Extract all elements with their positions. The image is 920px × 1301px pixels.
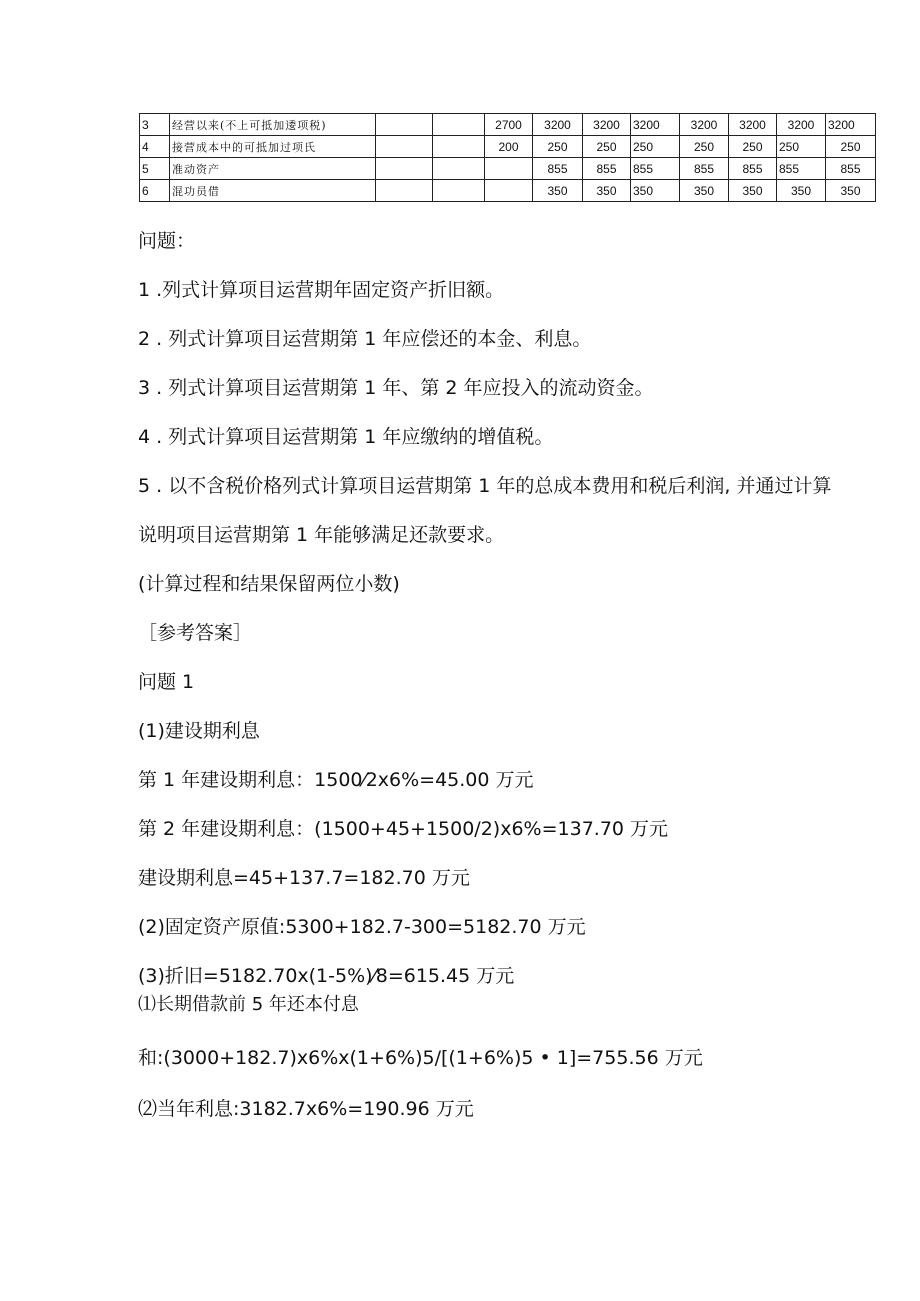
questions-heading: 问题： — [138, 230, 196, 252]
problem-1-heading: 问题 1 — [138, 671, 195, 693]
loan-repayment-line-1: ⑴长期借款前 5 年还本付息 — [138, 994, 359, 1015]
row-name: 接营成本中的可抵加过项氏 — [170, 136, 376, 158]
table-cell: 250 — [533, 136, 583, 158]
depreciation: (3)折旧=5182.70x(1-5%)⁄8=615.45 万元 — [138, 965, 515, 987]
table-cell — [433, 136, 485, 158]
row-name: 准动资产 — [170, 158, 376, 180]
table-cell: 3200 — [729, 114, 777, 136]
row-number: 3 — [140, 114, 170, 136]
question-1: 1 .列式计算项目运营期年固定资产折旧额。 — [138, 279, 505, 301]
table-cell: 3200 — [583, 114, 631, 136]
table-cell — [376, 158, 433, 180]
cash-flow-table — [139, 113, 876, 202]
table-cell: 350 — [583, 180, 631, 202]
year-2-interest: 第 2 年建设期利息：(1500+45+1500/2)x6%=137.70 万元 — [138, 818, 669, 840]
table-row — [140, 136, 876, 158]
row-number: 5 — [140, 158, 170, 180]
table-cell: 2700 — [485, 114, 533, 136]
table-cell — [376, 114, 433, 136]
question-4: 4 . 列式计算项目运营期第 1 年应缴纳的增值税。 — [138, 426, 554, 448]
row-number: 4 — [140, 136, 170, 158]
precision-note: (计算过程和结果保留两位小数) — [138, 573, 400, 595]
table-cell: 350 — [729, 180, 777, 202]
table-cell: 855 — [631, 158, 680, 180]
table-cell — [433, 114, 485, 136]
table-cell: 3200 — [533, 114, 583, 136]
question-5-line-1: 5 . 以不含税价格列式计算项目运营期第 1 年的总成本费用和税后利润, 并通过计算 — [138, 475, 832, 497]
table-cell: 250 — [583, 136, 631, 158]
table-cell: 250 — [680, 136, 729, 158]
loan-interest-line: ⑵当年利息:3182.7x6%=190.96 万元 — [138, 1098, 474, 1120]
table-cell — [485, 158, 533, 180]
table-cell: 855 — [583, 158, 631, 180]
table-cell — [433, 180, 485, 202]
table-cell: 350 — [777, 180, 826, 202]
table-cell: 250 — [729, 136, 777, 158]
loan-repayment-line-2: 和:(3000+182.7)x6%x(1+6%)5/[(1+6%)5 • 1]=755.56 万元 — [138, 1047, 703, 1069]
table-cell: 855 — [680, 158, 729, 180]
table-cell — [485, 180, 533, 202]
table-cell — [433, 158, 485, 180]
table-row — [140, 114, 876, 136]
fixed-asset-original-value: (2)固定资产原值:5300+182.7-300=5182.70 万元 — [138, 916, 586, 938]
row-name: 混功员借 — [170, 180, 376, 202]
table-cell: 350 — [680, 180, 729, 202]
question-3: 3 . 列式计算项目运营期第 1 年、第 2 年应投入的流动资金。 — [138, 377, 654, 399]
table-cell: 3200 — [680, 114, 729, 136]
year-1-interest: 第 1 年建设期利息：1500⁄2x6%=45.00 万元 — [138, 769, 534, 791]
table-row — [140, 180, 876, 202]
table-cell: 350 — [533, 180, 583, 202]
question-2: 2 . 列式计算项目运营期第 1 年应偿还的本金、利息。 — [138, 328, 592, 350]
table-row — [140, 158, 876, 180]
total-construction-interest: 建设期利息=45+137.7=182.70 万元 — [138, 867, 470, 889]
table-cell: 3200 — [777, 114, 826, 136]
question-5-line-2: 说明项目运营期第 1 年能够满足还款要求。 — [138, 524, 505, 546]
table-cell: 855 — [826, 158, 876, 180]
table-cell: 350 — [631, 180, 680, 202]
table-cell: 855 — [777, 158, 826, 180]
row-name: 经营以来(不上可抵加逶项税) — [170, 114, 376, 136]
table-cell: 3200 — [826, 114, 876, 136]
table-cell: 250 — [631, 136, 680, 158]
table-cell: 855 — [729, 158, 777, 180]
table-cell — [376, 136, 433, 158]
table-cell: 3200 — [631, 114, 680, 136]
construction-interest-heading: (1)建设期利息 — [138, 720, 260, 742]
table-cell: 200 — [485, 136, 533, 158]
table-cell: 350 — [826, 180, 876, 202]
row-number: 6 — [140, 180, 170, 202]
table-cell — [376, 180, 433, 202]
table-cell: 250 — [826, 136, 876, 158]
table-cell: 250 — [777, 136, 826, 158]
table-cell: 855 — [533, 158, 583, 180]
answer-heading: ［参考答案］ — [138, 622, 253, 644]
